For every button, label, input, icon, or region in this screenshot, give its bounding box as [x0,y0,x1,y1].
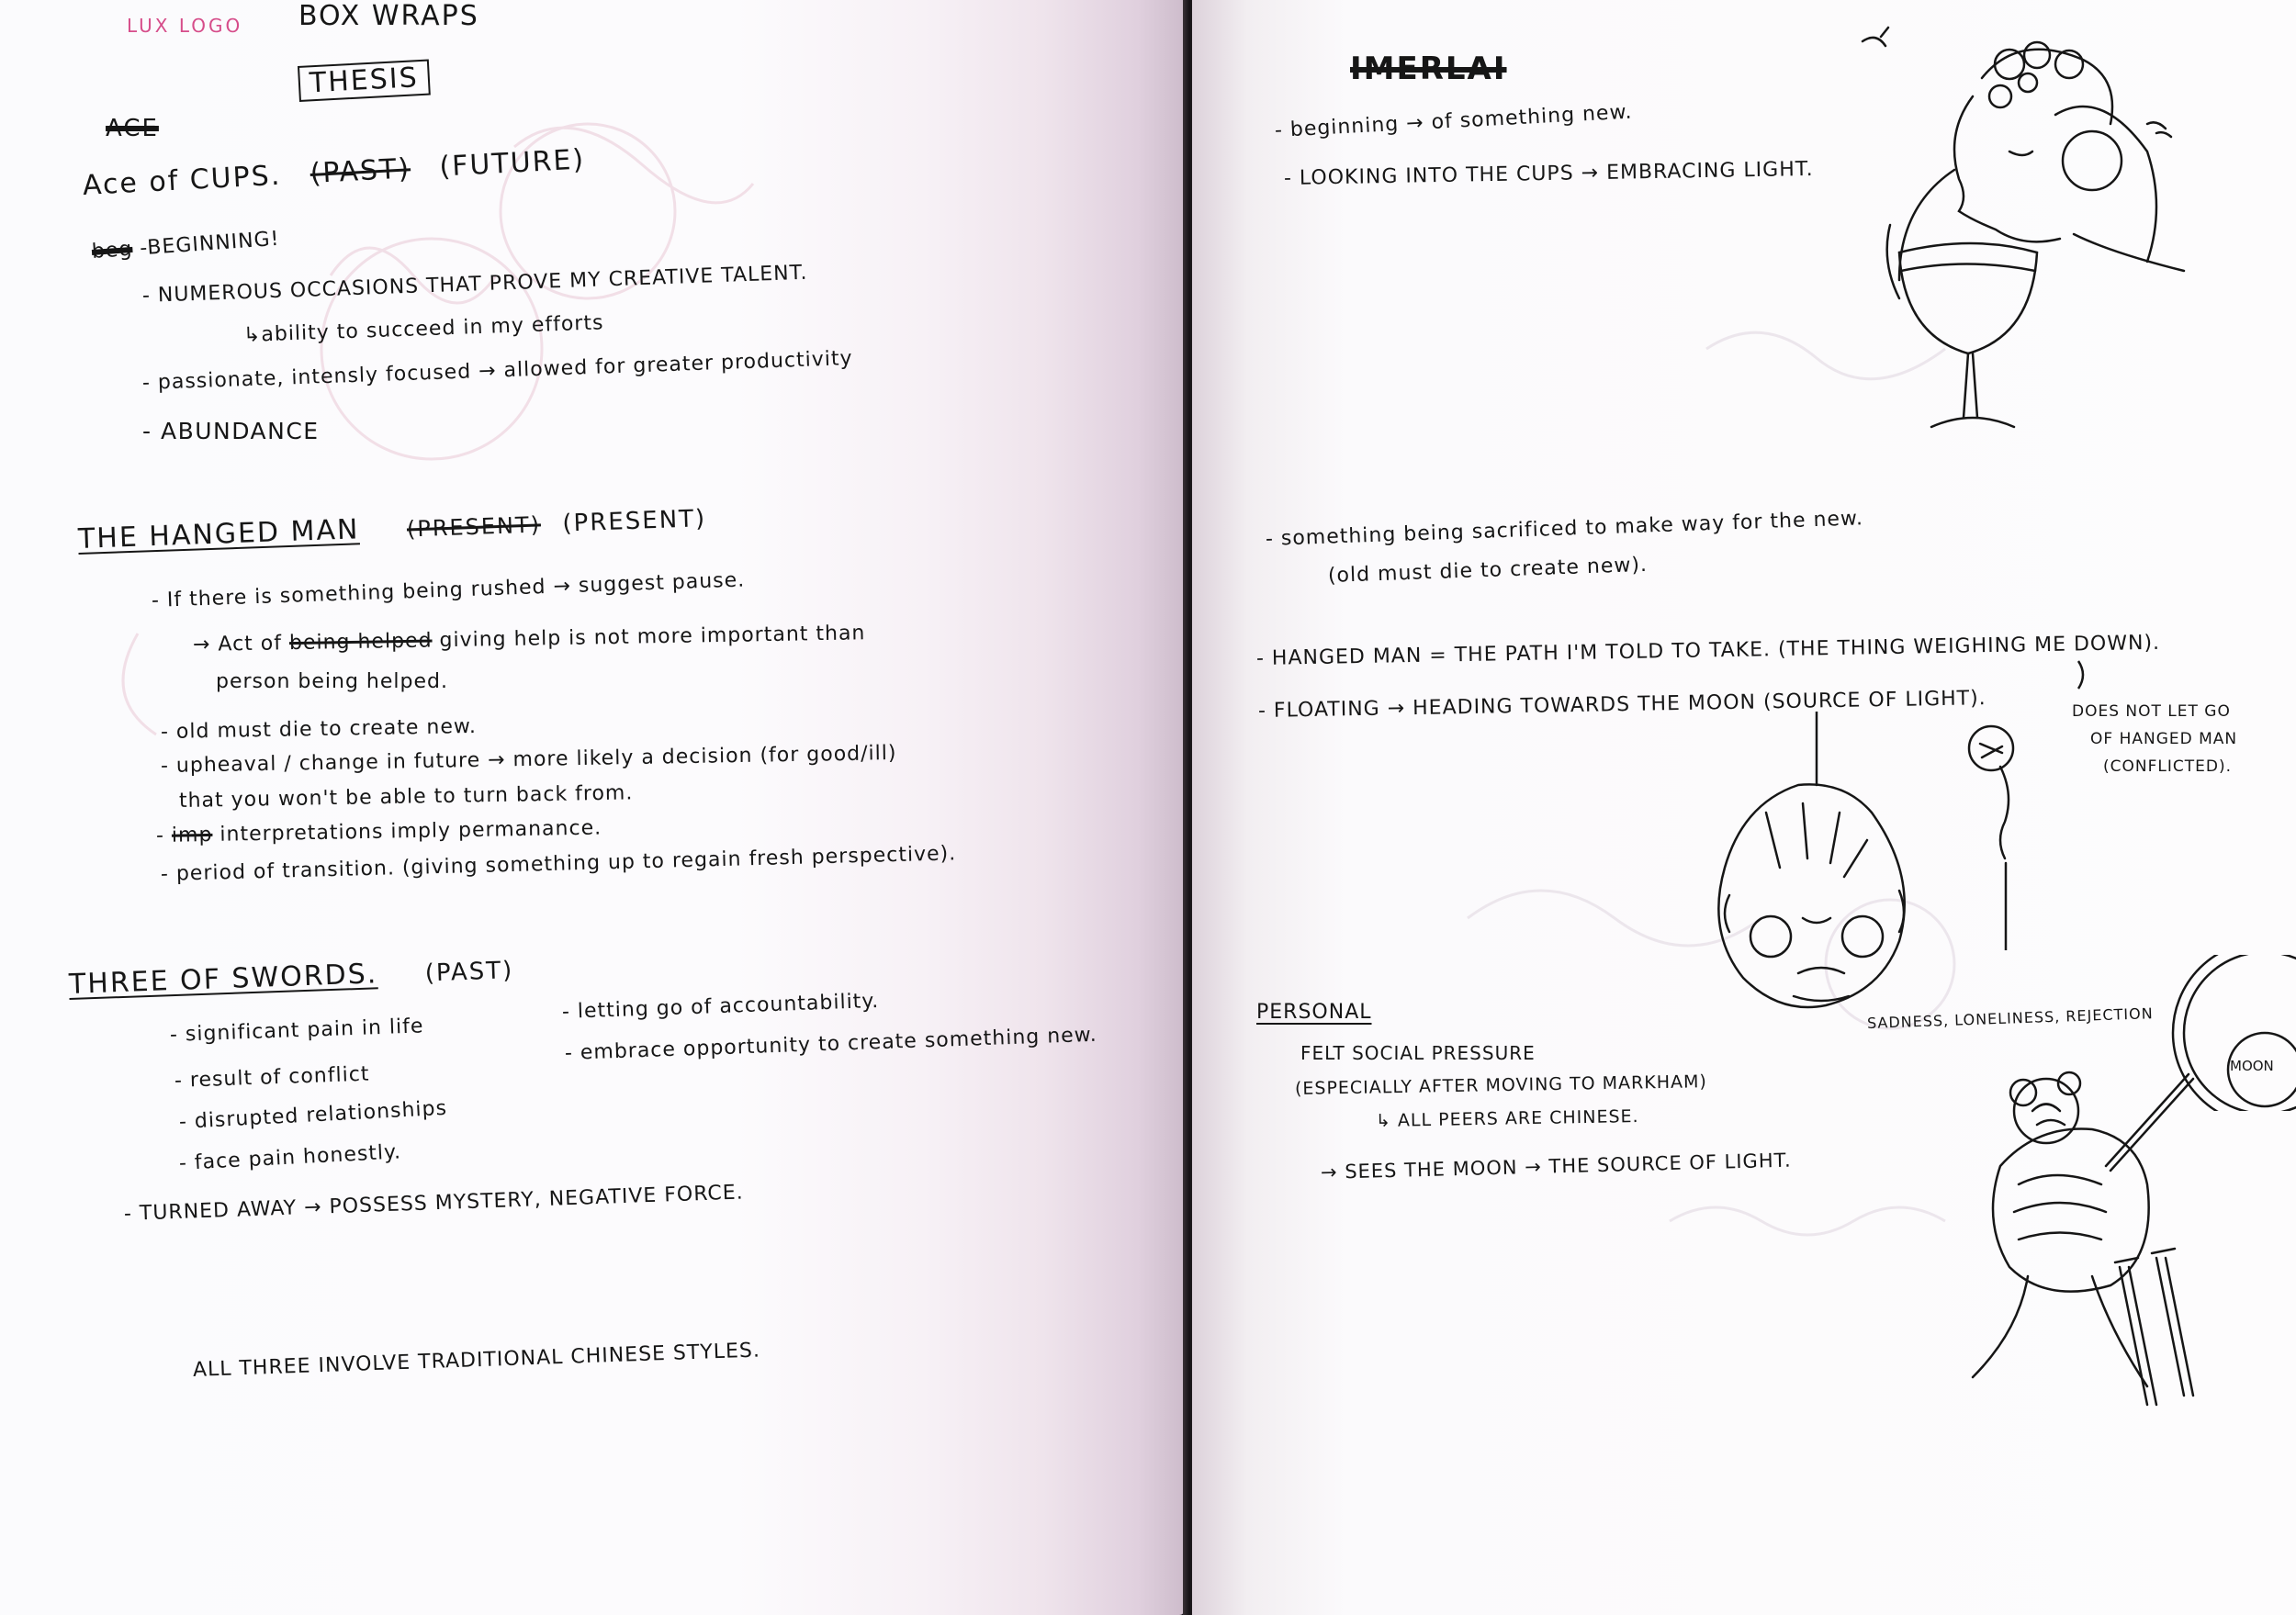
swords-col1-0: - significant pain in life [169,1015,424,1047]
hanged-act-prefix: → Act of [192,632,283,656]
bracket-mark [2074,656,2092,693]
right-hanged-line-1: - FLOATING → HEADING TOWARDS THE MOON (SOURCE OF LIGHT). [1257,687,1986,723]
conflicted-note-0: DOES NOT LET GO [2072,702,2231,721]
right-top-line-0: - beginning → of something new. [1274,100,1634,142]
right-notebook-page [1192,0,2296,1615]
conflicted-note-1: OF HANGED MAN [2090,730,2238,748]
hanged-head-sketch [1711,712,1922,1037]
conflicted-note-2: (CONFLICTED). [2103,757,2232,776]
ace-crossed-past: (PAST) [309,152,411,190]
hanged-act-line [193,622,866,656]
swords-figure-sketch [1945,1056,2221,1414]
goblet-figure-sketch [1844,23,2276,473]
right-top-line-1: - LOOKING INTO THE CUPS → EMBRACING LIGHT. [1283,157,1814,190]
hanged-line-1: person being helped. [216,670,448,693]
ace-line-2: ↳ability to succeed in my efforts [242,311,604,347]
hanged-act-crossed: being helped [288,629,433,656]
ace-title-text: Ace of CUPS. [82,159,283,202]
hanged-position-present: (PRESENT) [561,505,707,538]
hanged-interp-crossed: imp [171,823,213,847]
hanged-interp-line: - imp interpretations imply permanance. [155,816,602,847]
personal-label: PERSONAL [1256,1001,1372,1024]
hanged-line-6: - period of transition. (giving something up to regain fresh perspective). [160,842,957,886]
hanged-act-rest: giving help is not more important than [439,622,866,653]
floating-figure-sketch [1964,712,2028,950]
ace-line-1: - NUMEROUS OCCASIONS THAT PROVE MY CREATIVE TALENT. [141,261,808,308]
right-hanged-line-0: - HANGED MAN = THE PATH I'M TOLD TO TAKE. (THE THING WEIGHING ME DOWN). [1255,631,2161,670]
swords-col2-1: - embrace opportunity to create something new. [564,1023,1098,1065]
hanged-crossed-present: (PRESENT) [406,511,542,543]
box-wraps-note: BOX WRAPS [298,0,479,32]
swords-col1-2: - disrupted relationships [178,1096,448,1134]
personal-line-0: FELT SOCIAL PRESSURE [1300,1042,1536,1064]
hanged-man-title [77,501,706,555]
right-sacrifice-line-1: (old must die to create new). [1327,553,1649,588]
three-of-swords-title [68,953,513,1001]
ace-line-beginning [91,228,280,264]
swords-position-past: (PAST) [424,957,514,988]
ace-line-0: -BEGINNING! [139,227,281,261]
right-sacrifice-line-0: - something being sacrificed to make way for the new. [1265,507,1864,551]
ace-of-cups-title [82,143,586,202]
hanged-line-3: - upheaval / change in future → more likely a decision (for good/ill) [160,742,897,778]
swords-title-text: THREE OF SWORDS. [68,958,378,1001]
personal-line-1: (ESPECIALLY AFTER MOVING TO MARKHAM) [1294,1071,1708,1099]
hanged-line-4: that you won't be able to turn back from. [178,781,634,813]
lux-logo-note: LUX LOGO [127,15,243,37]
hanged-line-0: - If there is something being rushed → suggest pause. [151,568,746,612]
ace-position-future: (FUTURE) [438,143,586,184]
personal-line-3: → SEES THE MOON → THE SOURCE OF LIGHT. [1320,1149,1792,1183]
moon-label: MOON [2230,1058,2274,1074]
ace-line-3: - passionate, intensly focused → allowed for greater productivity [141,346,853,395]
swords-col2-0: - letting go of accountability. [561,989,880,1024]
hanged-title-text: THE HANGED MAN [77,513,361,555]
footer-note: ALL THREE INVOLVE TRADITIONAL CHINESE STYLES. [192,1339,761,1382]
swords-col1-3: - face pain honestly. [178,1140,402,1175]
hanged-line-5: interpretations imply permanance. [219,816,602,847]
hanged-line-2: - old must die to create new. [160,715,478,744]
sadness-note: SADNESS, LONELINESS, REJECTION [1866,1004,2154,1032]
swords-col1-1: - result of conflict [174,1062,370,1093]
swords-turned-away: - TURNED AWAY → POSSESS MYSTERY, NEGATIVE FORCE. [123,1181,745,1226]
right-scribbled-heading: IMERLAI [1350,50,1507,87]
ace-tag: ACE [106,115,159,142]
ace-scribble: beg [91,237,134,264]
ace-line-4: - ABUNDANCE [142,418,320,444]
thesis-box-label: THESIS [298,60,431,102]
personal-line-2: ↳ ALL PEERS ARE CHINESE. [1375,1105,1639,1131]
